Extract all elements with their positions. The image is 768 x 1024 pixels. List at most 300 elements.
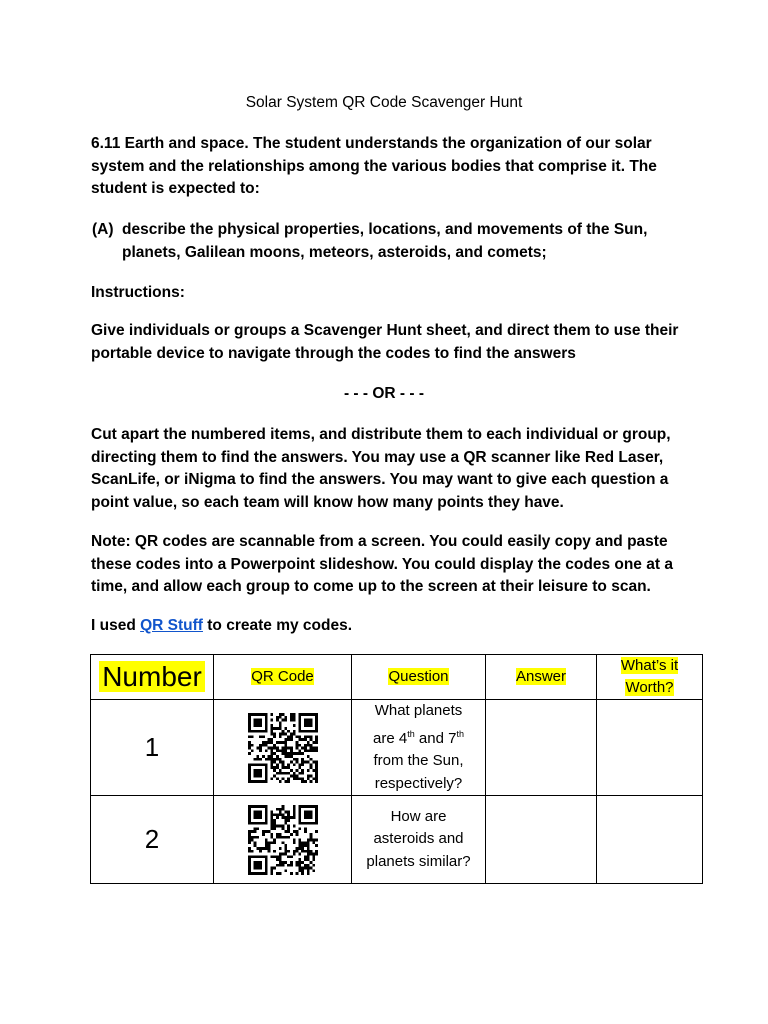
qr-module xyxy=(273,849,276,852)
scavenger-hunt-table xyxy=(90,654,703,884)
superscript: th xyxy=(456,728,464,739)
qr-module xyxy=(295,774,298,777)
row-number: 1 xyxy=(91,700,214,796)
qr-module xyxy=(304,858,307,861)
qr-module xyxy=(287,777,290,780)
qr-module xyxy=(273,813,276,816)
qr-module xyxy=(287,771,290,774)
qr-module xyxy=(264,743,267,746)
qr-module xyxy=(290,760,293,763)
qr-module xyxy=(250,735,253,738)
qr-module xyxy=(281,713,284,716)
qr-module xyxy=(301,769,304,772)
qr-module xyxy=(309,743,312,746)
question-text: and 7 xyxy=(414,729,457,747)
qr-module xyxy=(306,749,309,752)
qr-module xyxy=(301,869,304,872)
qr-module xyxy=(259,757,262,760)
qr-module xyxy=(270,869,273,872)
qr-module xyxy=(298,847,301,850)
qr-module xyxy=(278,810,281,813)
qr-module xyxy=(253,827,256,830)
qr-module xyxy=(309,774,312,777)
qr-module xyxy=(290,855,293,858)
qr-module xyxy=(306,760,309,763)
qr-module xyxy=(309,835,312,838)
qr-module xyxy=(278,863,281,866)
qr-module xyxy=(312,769,315,772)
qr-module xyxy=(264,741,267,744)
qr-module xyxy=(256,757,259,760)
qr-module xyxy=(281,863,284,866)
qr-module xyxy=(267,755,270,758)
qr-module xyxy=(292,732,295,735)
qr-module xyxy=(312,749,315,752)
qr-module xyxy=(298,861,301,864)
qr-module xyxy=(292,838,295,841)
qr-module xyxy=(295,777,298,780)
qr-module xyxy=(290,833,293,836)
qr-module xyxy=(312,858,315,861)
qr-module xyxy=(270,872,273,875)
qr-module xyxy=(278,771,281,774)
qr-module xyxy=(295,849,298,852)
table-header-row xyxy=(91,655,703,700)
qr-module xyxy=(292,715,295,718)
qr-module xyxy=(292,841,295,844)
qr-module xyxy=(267,741,270,744)
text-line: planets, Galilean moons, meteors, asteroids, and comets; xyxy=(122,243,547,261)
qr-module xyxy=(276,741,279,744)
qr-module xyxy=(292,771,295,774)
table-row xyxy=(91,700,703,796)
qr-module xyxy=(281,807,284,810)
qr-module xyxy=(298,771,301,774)
qr-module xyxy=(270,766,273,769)
qr-module xyxy=(273,819,276,822)
qr-module xyxy=(287,763,290,766)
qr-module xyxy=(248,847,251,850)
qr-module xyxy=(273,824,276,827)
list-marker: (A) xyxy=(92,221,114,238)
qr-module xyxy=(278,749,281,752)
qr-module xyxy=(315,852,318,855)
qr-module xyxy=(264,844,267,847)
qr-module xyxy=(270,816,273,819)
qr-module xyxy=(290,863,293,866)
qr-module xyxy=(298,869,301,872)
qr-module xyxy=(309,757,312,760)
header-number: Number xyxy=(91,655,214,700)
qr-module xyxy=(276,757,279,760)
qr-module xyxy=(290,732,293,735)
note-paragraph xyxy=(91,531,691,599)
qr-module xyxy=(281,718,284,721)
qr-module xyxy=(284,738,287,741)
qr-module xyxy=(309,838,312,841)
qr-module xyxy=(301,777,304,780)
qr-module xyxy=(284,755,287,758)
qr-module xyxy=(270,824,273,827)
qr-module xyxy=(276,872,279,875)
qr-module xyxy=(287,863,290,866)
qr-module xyxy=(290,755,293,758)
qr-module xyxy=(281,763,284,766)
qr-module xyxy=(298,749,301,752)
qr-module xyxy=(248,746,251,749)
qr-module xyxy=(315,780,318,783)
qr-module xyxy=(278,833,281,836)
qr-module xyxy=(290,738,293,741)
question-cell xyxy=(352,796,486,884)
qr-module xyxy=(276,816,279,819)
qr-module xyxy=(267,847,270,850)
qr-module xyxy=(284,869,287,872)
question-cell xyxy=(352,700,486,796)
qr-module xyxy=(273,774,276,777)
qr-module xyxy=(287,813,290,816)
qr-module xyxy=(287,752,290,755)
qr-module xyxy=(315,763,318,766)
qr-module xyxy=(298,866,301,869)
qr-module xyxy=(309,852,312,855)
qr-module xyxy=(312,863,315,866)
qr-module xyxy=(281,777,284,780)
qr-module xyxy=(284,830,287,833)
qr-module xyxy=(276,755,279,758)
text-line: point value, so each team will know how many points they have. xyxy=(91,493,564,511)
qr-module xyxy=(312,760,315,763)
qr-module xyxy=(306,769,309,772)
qr-module xyxy=(281,813,284,816)
qr-module xyxy=(253,830,256,833)
qr-module xyxy=(315,777,318,780)
qr-module xyxy=(273,735,276,738)
qr-module xyxy=(292,813,295,816)
qr-module xyxy=(287,827,290,830)
qr-module xyxy=(315,849,318,852)
qr-module xyxy=(281,824,284,827)
qr-module xyxy=(273,841,276,844)
answer-cell[interactable] xyxy=(486,700,597,796)
qr-module xyxy=(315,844,318,847)
qr-module xyxy=(301,780,304,783)
qr-module xyxy=(248,835,251,838)
qr-module xyxy=(301,841,304,844)
text-line: system and the relationships among the various bodies that comprise it. The xyxy=(91,157,657,175)
question-text: planets similar? xyxy=(366,852,471,870)
qr-module xyxy=(281,771,284,774)
qr-module xyxy=(298,863,301,866)
worth-cell[interactable] xyxy=(597,796,703,884)
credits-suffix: to create my codes. xyxy=(202,617,353,634)
qr-module xyxy=(273,752,276,755)
text-line: Note: QR codes are scannable from a screen. You could easily copy and paste xyxy=(91,533,668,550)
qr-module xyxy=(248,735,251,738)
qr-module xyxy=(276,727,279,730)
qr-module xyxy=(295,769,298,772)
qr-module xyxy=(306,777,309,780)
qr-module xyxy=(262,741,265,744)
header-worth: What’s it Worth? xyxy=(597,655,703,700)
question-text: respectively? xyxy=(374,774,463,792)
qr-module xyxy=(259,735,262,738)
qr-module xyxy=(292,713,295,716)
qr-module xyxy=(306,869,309,872)
qr-module xyxy=(301,872,304,875)
qr-module xyxy=(304,780,307,783)
qr-module xyxy=(262,735,265,738)
qr-module xyxy=(273,838,276,841)
qr-module xyxy=(284,766,287,769)
qr-module xyxy=(284,861,287,864)
instructions-paragraph xyxy=(91,320,691,365)
qr-module xyxy=(259,746,262,749)
standard-paragraph xyxy=(91,133,691,201)
qr-stuff-link[interactable]: QR Stuff xyxy=(140,617,203,634)
text-line: student is expected to: xyxy=(91,180,260,197)
qr-module xyxy=(295,752,298,755)
qr-module xyxy=(270,866,273,869)
qr-module xyxy=(278,727,281,730)
qr-module xyxy=(262,833,265,836)
qr-module xyxy=(315,838,318,841)
qr-module xyxy=(284,816,287,819)
superscript: th xyxy=(407,728,415,739)
qr-module xyxy=(290,718,293,721)
qr-module xyxy=(248,838,251,841)
qr-module xyxy=(292,777,295,780)
qr-module xyxy=(278,741,281,744)
qr-module xyxy=(273,760,276,763)
qr-module xyxy=(287,824,290,827)
qr-module xyxy=(301,738,304,741)
qr-module xyxy=(304,830,307,833)
qr-module xyxy=(304,855,307,858)
qr-module xyxy=(256,835,259,838)
qr-module xyxy=(298,766,301,769)
header-qr-code: QR Code xyxy=(214,655,352,700)
qr-module xyxy=(304,760,307,763)
qr-module xyxy=(256,755,259,758)
qr-module xyxy=(281,766,284,769)
qr-module xyxy=(315,774,318,777)
qr-module xyxy=(284,732,287,735)
qr-module xyxy=(290,774,293,777)
qr-module xyxy=(270,763,273,766)
qr-module xyxy=(306,741,309,744)
qr-module xyxy=(270,749,273,752)
qr-module xyxy=(306,849,309,852)
qr-module xyxy=(287,816,290,819)
qr-module xyxy=(315,769,318,772)
qr-module xyxy=(267,844,270,847)
answer-cell[interactable] xyxy=(486,796,597,884)
qr-module xyxy=(276,771,279,774)
text-line: Give individuals or groups a Scavenger Hunt sheet, and direct them to use their xyxy=(91,322,679,339)
qr-module xyxy=(304,844,307,847)
qr-module xyxy=(248,752,251,755)
qr-module xyxy=(270,810,273,813)
qr-module xyxy=(284,780,287,783)
qr-module xyxy=(278,872,281,875)
qr-module xyxy=(276,824,279,827)
qr-module xyxy=(309,780,312,783)
qr-module xyxy=(273,743,276,746)
or-divider: - - - OR - - - xyxy=(343,385,425,402)
qr-module xyxy=(281,841,284,844)
qr-module xyxy=(309,735,312,738)
qr-module xyxy=(290,735,293,738)
qr-module xyxy=(298,777,301,780)
qr-module xyxy=(304,738,307,741)
qr-module xyxy=(284,847,287,850)
qr-module xyxy=(298,752,301,755)
qr-module xyxy=(284,835,287,838)
qr-module xyxy=(278,732,281,735)
text-line: portable device to navigate through the codes to find the answers xyxy=(91,344,576,362)
qr-code-icon[interactable] xyxy=(248,805,318,875)
qr-module xyxy=(273,727,276,730)
qr-module xyxy=(306,774,309,777)
qr-module xyxy=(253,835,256,838)
qr-module xyxy=(292,729,295,732)
qr-module xyxy=(267,849,270,852)
question-text: are 4 xyxy=(373,729,408,747)
qr-module xyxy=(278,757,281,760)
qr-module xyxy=(292,830,295,833)
qr-module xyxy=(298,858,301,861)
qr-module xyxy=(281,746,284,749)
qr-module xyxy=(267,746,270,749)
qr-module xyxy=(312,869,315,872)
qr-module xyxy=(304,827,307,830)
qr-module xyxy=(273,746,276,749)
qr-module xyxy=(276,855,279,858)
qr-module xyxy=(290,713,293,716)
qr-code-cell xyxy=(214,700,352,796)
qr-module xyxy=(304,841,307,844)
header-question: Question xyxy=(352,655,486,700)
qr-module xyxy=(284,752,287,755)
qr-module xyxy=(284,743,287,746)
qr-module xyxy=(270,760,273,763)
qr-module xyxy=(290,715,293,718)
qr-module xyxy=(281,729,284,732)
qr-module xyxy=(312,777,315,780)
qr-module xyxy=(284,852,287,855)
question-text: from the Sun, xyxy=(373,752,464,769)
qr-module xyxy=(253,810,261,818)
qr-module xyxy=(278,721,281,724)
qr-module xyxy=(270,713,273,716)
qr-module xyxy=(281,749,284,752)
qr-module xyxy=(281,732,284,735)
qr-module xyxy=(306,858,309,861)
text-line: directing them to find the answers. You may use a QR scanner like Red Laser, xyxy=(91,448,664,466)
qr-module xyxy=(287,835,290,838)
qr-module xyxy=(304,746,307,749)
qr-module xyxy=(270,827,273,830)
qr-module xyxy=(312,855,315,858)
qr-module xyxy=(270,738,273,741)
qr-module xyxy=(273,769,276,772)
qr-module xyxy=(262,847,265,850)
qr-module xyxy=(298,838,301,841)
credits-line xyxy=(91,615,691,638)
qr-module xyxy=(304,866,307,869)
qr-module xyxy=(267,841,270,844)
worth-cell[interactable] xyxy=(597,700,703,796)
instructions-label: Instructions: xyxy=(91,284,185,301)
qr-module xyxy=(273,757,276,760)
qr-module xyxy=(270,729,273,732)
qr-module xyxy=(250,835,253,838)
qr-module xyxy=(278,807,281,810)
qr-module xyxy=(262,743,265,746)
qr-module xyxy=(312,838,315,841)
qr-module xyxy=(284,821,287,824)
qr-module xyxy=(312,852,315,855)
qr-module xyxy=(270,724,273,727)
qr-module xyxy=(284,819,287,822)
qr-module xyxy=(276,746,279,749)
qr-module xyxy=(295,863,298,866)
qr-module xyxy=(273,855,276,858)
qr-module xyxy=(262,755,265,758)
qr-module xyxy=(292,724,295,727)
qr-module xyxy=(301,866,304,869)
qr-module xyxy=(284,715,287,718)
qr-module xyxy=(290,752,293,755)
qr-code-icon[interactable] xyxy=(248,713,318,783)
qr-module xyxy=(270,833,273,836)
qr-module xyxy=(278,760,281,763)
qr-module xyxy=(284,810,287,813)
qr-module xyxy=(301,849,304,852)
qr-module xyxy=(292,752,295,755)
qr-module xyxy=(284,849,287,852)
qr-module xyxy=(287,735,290,738)
qr-module xyxy=(287,855,290,858)
qr-module xyxy=(292,810,295,813)
qr-module xyxy=(273,866,276,869)
qr-module xyxy=(281,752,284,755)
qr-module xyxy=(290,861,293,864)
qr-module xyxy=(276,863,279,866)
qr-module xyxy=(306,841,309,844)
qr-module xyxy=(306,852,309,855)
question-text: What planets xyxy=(374,702,463,719)
qr-module xyxy=(287,819,290,822)
qr-module xyxy=(270,741,273,744)
qr-module xyxy=(301,763,304,766)
qr-module xyxy=(304,735,307,738)
qr-module xyxy=(278,813,281,816)
qr-module xyxy=(273,732,276,735)
qr-module xyxy=(248,841,251,844)
qr-module xyxy=(301,752,304,755)
qr-module xyxy=(276,813,279,816)
qr-module xyxy=(290,872,293,875)
qr-module xyxy=(273,827,276,830)
qr-module xyxy=(290,816,293,819)
qr-module xyxy=(276,749,279,752)
qr-module xyxy=(306,872,309,875)
qr-module xyxy=(301,746,304,749)
row-number: 2 xyxy=(91,796,214,884)
qr-module xyxy=(304,863,307,866)
